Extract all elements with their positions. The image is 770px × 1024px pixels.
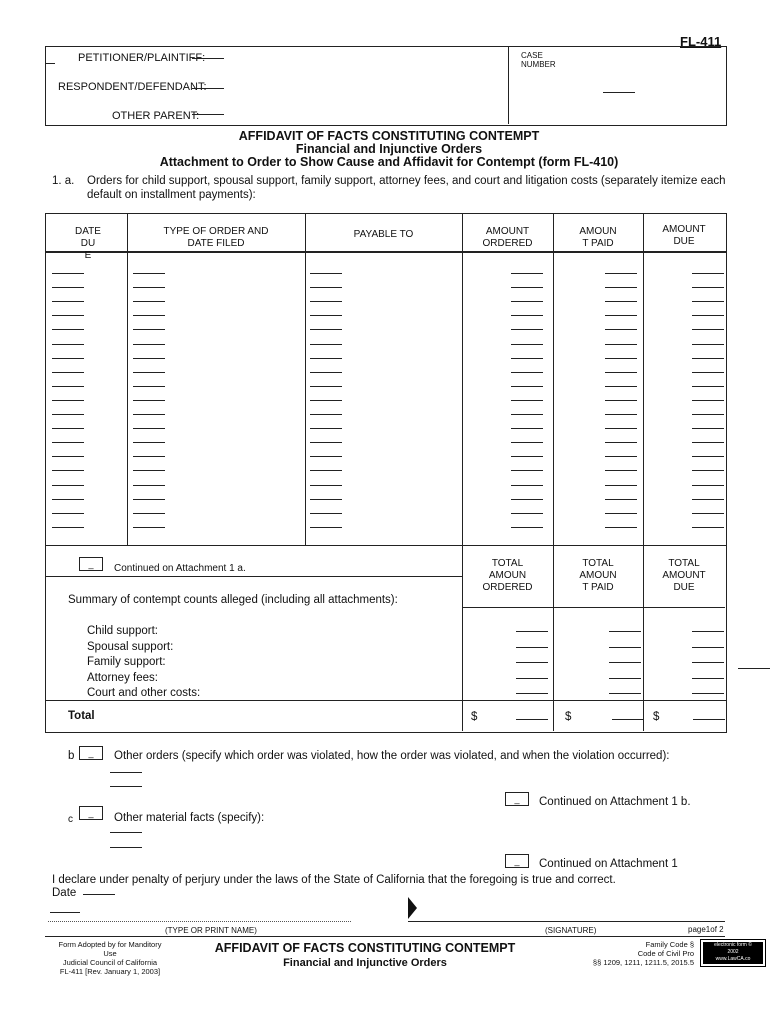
footer-divider	[45, 936, 725, 937]
total-label: Total	[68, 710, 95, 722]
summary-item-label: Court and other costs:	[87, 687, 201, 699]
header-line: DUE	[673, 582, 695, 593]
table-cell-field[interactable]	[133, 414, 165, 415]
header-divider	[45, 251, 726, 253]
table-cell-field[interactable]	[310, 414, 342, 415]
table-cell-field[interactable]	[52, 470, 84, 471]
table-cell-field[interactable]	[692, 456, 724, 457]
title: AFFIDAVIT OF FACTS CONSTITUTING CONTEMPT	[238, 129, 540, 143]
page-number: page1of 2	[688, 925, 724, 934]
item-b-text: Other orders (specify which order was violated, how the order was violated, and when the violation occurred):	[114, 750, 670, 762]
column-divider	[553, 213, 554, 731]
footer-right-1: Family Code §	[645, 940, 694, 949]
item-b-letter: b	[68, 750, 75, 762]
table-cell-field[interactable]	[310, 273, 342, 274]
summary-amount-field[interactable]	[609, 678, 641, 679]
header-line: ORDERED	[482, 238, 533, 249]
signature-field[interactable]	[408, 921, 725, 922]
table-cell-field[interactable]	[692, 527, 724, 528]
table-cell-field[interactable]	[133, 499, 165, 500]
header-line: AMOUNT	[662, 224, 706, 235]
continued-1b-checkbox[interactable]: _	[505, 792, 529, 806]
table-cell-field[interactable]	[692, 442, 724, 443]
item-b-field-1[interactable]	[110, 772, 142, 773]
total-column-header	[643, 558, 725, 594]
total-paid-field[interactable]	[612, 719, 644, 720]
table-cell-field[interactable]	[52, 273, 84, 274]
table-cell-field[interactable]	[310, 287, 342, 288]
caption-divider	[508, 46, 509, 124]
currency-paid: $	[565, 711, 572, 723]
table-cell-field[interactable]	[692, 485, 724, 486]
table-cell-field[interactable]	[310, 315, 342, 316]
table-cell-field[interactable]	[605, 329, 637, 330]
table-cell-field[interactable]	[52, 358, 84, 359]
column-divider	[643, 213, 644, 731]
table-cell-field[interactable]	[133, 287, 165, 288]
table-cell-field[interactable]	[52, 315, 84, 316]
table-cell-field[interactable]	[310, 301, 342, 302]
table-cell-field[interactable]	[133, 344, 165, 345]
footer-left-2: Use	[103, 949, 117, 958]
table-cell-field[interactable]	[511, 273, 543, 274]
footer-left-3: Judicial Council of California	[62, 958, 158, 967]
footer-right-3: §§ 1209, 1211, 1211.5, 2015.5	[592, 958, 694, 967]
table-cell-field[interactable]	[133, 372, 165, 373]
header-line: AMOUNT	[485, 226, 530, 237]
table-cell-field[interactable]	[52, 414, 84, 415]
date-field[interactable]	[83, 894, 115, 895]
table-cell-field[interactable]	[605, 344, 637, 345]
footer-left-1: Form Adopted by for Manditory	[58, 940, 162, 949]
total-column-header	[553, 558, 643, 594]
form-id: FL-411	[680, 34, 722, 49]
table-cell-field[interactable]	[692, 470, 724, 471]
table-cell-field[interactable]	[511, 287, 543, 288]
table-cell-field[interactable]	[692, 315, 724, 316]
table-cell-field[interactable]	[692, 499, 724, 500]
column-header	[462, 226, 553, 250]
continued-1c-label: Continued on Attachment 1	[539, 858, 678, 870]
continued-1b-label: Continued on Attachment 1 b.	[539, 796, 691, 808]
table-cell-field[interactable]	[605, 273, 637, 274]
table-cell-field[interactable]	[692, 344, 724, 345]
table-cell-field[interactable]	[511, 442, 543, 443]
table-cell-field[interactable]	[310, 344, 342, 345]
item-c-field-1[interactable]	[110, 832, 142, 833]
caption-mark	[46, 63, 55, 64]
header-line: E	[84, 250, 92, 261]
table-cell-field[interactable]	[605, 315, 637, 316]
table-cell-field[interactable]	[133, 442, 165, 443]
summary-amount-field[interactable]	[692, 631, 724, 632]
table-cell-field[interactable]	[511, 386, 543, 387]
item-1a-text: Orders for child support, spousal support, family support, attorney fees, and court and litigation costs (separately itemize each	[87, 175, 726, 187]
table-cell-field[interactable]	[310, 386, 342, 387]
table-cell-field[interactable]	[692, 400, 724, 401]
signature-label: (SIGNATURE)	[545, 926, 597, 935]
table-cell-field[interactable]	[605, 485, 637, 486]
table-cell-field[interactable]	[511, 485, 543, 486]
table-cell-field[interactable]	[605, 442, 637, 443]
summary-amount-field[interactable]	[692, 693, 724, 694]
table-cell-field[interactable]	[133, 329, 165, 330]
table-cell-field[interactable]	[605, 400, 637, 401]
table-cell-field[interactable]	[310, 358, 342, 359]
table-bottom	[45, 545, 726, 546]
stamp-1: electronic form ©	[714, 942, 752, 948]
table-cell-field[interactable]	[692, 428, 724, 429]
subtitle: Financial and Injunctive Orders	[295, 142, 483, 156]
footer-right	[593, 940, 694, 967]
column-header	[553, 226, 643, 250]
table-cell-field[interactable]	[692, 386, 724, 387]
table-cell-field[interactable]	[511, 400, 543, 401]
currency-ordered: $	[471, 711, 478, 723]
summary-item-label: Attorney fees:	[87, 671, 158, 684]
total-row-divider	[45, 700, 726, 701]
table-cell-field[interactable]	[52, 456, 84, 457]
summary-amount-field[interactable]	[692, 678, 724, 679]
summary-amount-field[interactable]	[516, 647, 548, 648]
header-line: AMOUN	[488, 570, 527, 581]
totals-divider	[462, 607, 725, 608]
table-cell-field[interactable]	[605, 456, 637, 457]
summary-item-label: Spousal support:	[87, 640, 174, 653]
date-field-2[interactable]	[50, 912, 80, 913]
case-label-2: NUMBER	[521, 60, 556, 69]
footer-subtitle: Financial and Injunctive Orders	[283, 957, 447, 969]
attachment-title: Attachment to Order to Show Cause and Affidavit for Contempt (form FL-410)	[159, 155, 619, 169]
summary-amount-field[interactable]	[516, 662, 548, 663]
table-cell-field[interactable]	[692, 329, 724, 330]
table-cell-field[interactable]	[133, 527, 165, 528]
header-line: AMOUNT	[662, 570, 706, 581]
summary-amount-field[interactable]	[692, 662, 724, 663]
table-cell-field[interactable]	[605, 287, 637, 288]
table-cell-field[interactable]	[692, 372, 724, 373]
table-cell-field[interactable]	[310, 527, 342, 528]
table-cell-field[interactable]	[52, 386, 84, 387]
table-cell-field[interactable]	[133, 470, 165, 471]
summary-amount-field[interactable]	[609, 631, 641, 632]
signature-arrow-icon	[408, 897, 417, 919]
table-cell-field[interactable]	[692, 358, 724, 359]
total-ordered-field[interactable]	[516, 719, 548, 720]
table-cell-field[interactable]	[605, 358, 637, 359]
continued-1a-checkbox[interactable]: _	[79, 557, 103, 571]
table-cell-field[interactable]	[52, 329, 84, 330]
currency-due: $	[653, 711, 660, 723]
print-name-label: (TYPE OR PRINT NAME)	[165, 926, 257, 935]
table-cell-field[interactable]	[52, 301, 84, 302]
petitioner-field[interactable]	[192, 58, 224, 59]
header-line: TOTAL	[491, 558, 524, 569]
stamp-2: 2002	[727, 949, 739, 955]
print-name-field[interactable]	[48, 921, 351, 922]
stamp-3: www.LawCA.co	[715, 956, 751, 962]
table-cell-field[interactable]	[310, 400, 342, 401]
summary-amount-field[interactable]	[609, 662, 641, 663]
table-cell-field[interactable]	[511, 344, 543, 345]
table-cell-field[interactable]	[310, 442, 342, 443]
continued-1c-checkbox[interactable]: _	[505, 854, 529, 868]
table-cell-field[interactable]	[511, 513, 543, 514]
table-cell-field[interactable]	[133, 513, 165, 514]
column-divider	[462, 213, 463, 731]
respondent-label: RESPONDENT/DEFENDANT:	[58, 81, 207, 93]
table-cell-field[interactable]	[605, 513, 637, 514]
table-cell-field[interactable]	[52, 513, 84, 514]
table-cell-field[interactable]	[511, 358, 543, 359]
respondent-field[interactable]	[192, 88, 224, 89]
case-number-label	[521, 51, 556, 69]
table-cell-field[interactable]	[692, 414, 724, 415]
table-cell-field[interactable]	[52, 372, 84, 373]
item-b-checkbox[interactable]: _	[79, 746, 103, 760]
item-c-letter: c	[68, 814, 73, 825]
table-cell-field[interactable]	[605, 527, 637, 528]
summary-amount-field[interactable]	[516, 631, 548, 632]
table-cell-field[interactable]	[605, 414, 637, 415]
summary-amount-field[interactable]	[516, 678, 548, 679]
table-cell-field[interactable]	[52, 527, 84, 528]
column-divider	[127, 213, 128, 545]
table-cell-field[interactable]	[511, 301, 543, 302]
header-line: DUE	[673, 236, 695, 247]
header-line: DU	[80, 238, 96, 249]
header-line: T PAID	[582, 238, 614, 249]
table-cell-field[interactable]	[692, 273, 724, 274]
footer-title: AFFIDAVIT OF FACTS CONSTITUTING CONTEMPT	[214, 941, 516, 955]
table-cell-field[interactable]	[692, 301, 724, 302]
table-cell-field[interactable]	[133, 400, 165, 401]
total-column-header	[462, 558, 553, 594]
table-cell-field[interactable]	[511, 372, 543, 373]
table-cell-field[interactable]	[133, 358, 165, 359]
header-line: T PAID	[582, 582, 614, 593]
summary-item-label: Child support:	[87, 625, 158, 637]
item-c-text: Other material facts (specify):	[114, 812, 265, 824]
table-cell-field[interactable]	[133, 315, 165, 316]
table-cell-field[interactable]	[310, 470, 342, 471]
header-line: AMOUN	[579, 570, 617, 581]
table-cell-field[interactable]	[133, 386, 165, 387]
table-cell-field[interactable]	[511, 470, 543, 471]
item-number: 1. a.	[52, 175, 75, 187]
table-cell-field[interactable]	[692, 513, 724, 514]
table-cell-field[interactable]	[310, 499, 342, 500]
table-cell-field[interactable]	[605, 301, 637, 302]
table-cell-field[interactable]	[52, 287, 84, 288]
continued-1a-label: Continued on Attachment 1 a.	[114, 563, 246, 574]
header-line: TYPE OF ORDER AND	[163, 226, 269, 237]
header-line: PAYABLE TO	[353, 229, 414, 240]
summary-heading: Summary of contempt counts alleged (including all attachments):	[68, 594, 398, 606]
table-cell-field[interactable]	[310, 456, 342, 457]
table-cell-field[interactable]	[52, 485, 84, 486]
table-cell-field[interactable]	[511, 329, 543, 330]
table-cell-field[interactable]	[310, 372, 342, 373]
summary-divider	[45, 576, 462, 577]
item-1a-text-2: default on installment payments):	[87, 189, 256, 201]
header-line: AMOUN	[579, 226, 617, 237]
table-cell-field[interactable]	[605, 428, 637, 429]
table-cell-field[interactable]	[310, 513, 342, 514]
table-cell-field[interactable]	[133, 273, 165, 274]
table-cell-field[interactable]	[310, 329, 342, 330]
table-cell-field[interactable]	[605, 499, 637, 500]
column-header	[49, 226, 127, 262]
case-label-1: CASE	[521, 51, 543, 60]
table-cell-field[interactable]	[511, 414, 543, 415]
table-cell-field[interactable]	[52, 344, 84, 345]
table-cell-field[interactable]	[133, 456, 165, 457]
date-label: Date	[52, 887, 77, 899]
column-divider	[305, 213, 306, 545]
header-line: DATE	[75, 226, 101, 237]
column-header	[127, 226, 305, 250]
header-line: ORDERED	[482, 582, 533, 593]
column-header	[305, 229, 462, 241]
total-due-field[interactable]	[693, 719, 725, 720]
table-cell-field[interactable]	[310, 428, 342, 429]
table-cell-field[interactable]	[511, 456, 543, 457]
other-parent-label: OTHER PARENT:	[112, 110, 200, 122]
summary-amount-field[interactable]	[609, 647, 641, 648]
table-cell-field[interactable]	[605, 386, 637, 387]
footer-right-2: Code of Civil Pro	[637, 949, 694, 958]
table-cell-field[interactable]	[52, 442, 84, 443]
petitioner-label: PETITIONER/PLAINTIFF:	[78, 52, 206, 64]
table-cell-field[interactable]	[52, 400, 84, 401]
orders-table	[45, 213, 727, 733]
table-cell-field[interactable]	[605, 372, 637, 373]
item-b-field-2[interactable]	[110, 786, 142, 787]
summary-amount-field[interactable]	[609, 693, 641, 694]
footer-left-4: FL-411 [Rev. January 1, 2003]	[59, 967, 161, 976]
column-header	[643, 224, 725, 248]
table-cell-field[interactable]	[133, 428, 165, 429]
item-c-field-2[interactable]	[110, 847, 142, 848]
footer-left	[45, 940, 175, 976]
header-line: DATE FILED	[187, 238, 245, 249]
table-cell-field[interactable]	[511, 527, 543, 528]
item-c-checkbox[interactable]: _	[79, 806, 103, 820]
case-number-field[interactable]	[603, 92, 635, 93]
table-cell-field[interactable]	[511, 315, 543, 316]
summary-amount-field[interactable]	[516, 693, 548, 694]
declaration-text: I declare under penalty of perjury under the laws of the State of California that the foregoing is true and correct.	[52, 874, 616, 886]
table-cell-field[interactable]	[511, 428, 543, 429]
header-line: TOTAL	[582, 558, 614, 569]
stray-line	[738, 668, 770, 669]
table-cell-field[interactable]	[52, 428, 84, 429]
table-cell-field[interactable]	[511, 499, 543, 500]
summary-amount-field[interactable]	[692, 647, 724, 648]
table-cell-field[interactable]	[133, 485, 165, 486]
electronic-form-stamp	[701, 940, 765, 966]
table-cell-field[interactable]	[52, 499, 84, 500]
table-cell-field[interactable]	[605, 470, 637, 471]
header-line: TOTAL	[668, 558, 700, 569]
table-cell-field[interactable]	[310, 485, 342, 486]
other-parent-field[interactable]	[192, 114, 224, 115]
table-cell-field[interactable]	[692, 287, 724, 288]
summary-item-label: Family support:	[87, 656, 166, 668]
table-cell-field[interactable]	[133, 301, 165, 302]
